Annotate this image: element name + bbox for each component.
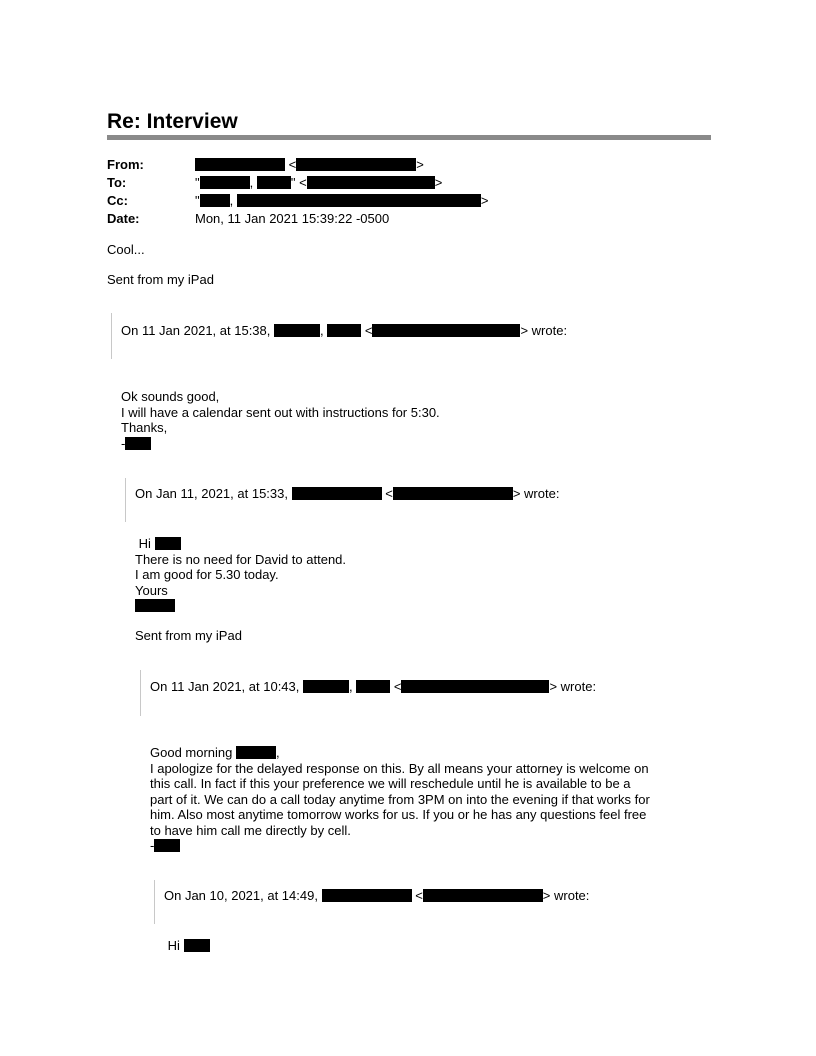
redaction-block	[393, 487, 513, 500]
body-greeting: Hi	[135, 536, 346, 552]
redaction-block	[307, 176, 435, 189]
redaction-block	[296, 158, 416, 171]
body-line: part of it. We can do a call today anytime from 3PM on into the evening if that works for	[150, 791, 650, 807]
redaction-block	[200, 176, 250, 189]
quote-bar	[140, 670, 141, 716]
quote-intro: On 11 Jan 2021, at 10:43, , < > wrote:	[150, 679, 597, 694]
redaction-block	[327, 324, 361, 337]
title-divider	[107, 135, 711, 140]
redaction-block	[372, 324, 520, 337]
redaction-block	[125, 437, 151, 450]
redaction-block	[356, 680, 390, 693]
redaction-block	[237, 194, 481, 207]
body-line: There is no need for David to attend.	[135, 551, 347, 567]
cc-value: " , >	[195, 193, 489, 208]
body-line: him. Also most anytime tomorrow works for us. If you or he has any questions feel free	[150, 807, 647, 822]
redaction-block	[303, 680, 349, 693]
to-label: To:	[107, 175, 127, 190]
redaction-block	[200, 194, 230, 207]
body-line-signature: -	[121, 436, 440, 452]
body-line-signature: -	[150, 838, 650, 854]
body-line: I apologize for the delayed response on this. By all means your attorney is welcome on	[150, 760, 649, 776]
quote-intro: On Jan 11, 2021, at 15:33, < > wrote:	[135, 486, 560, 501]
redaction-block	[236, 746, 276, 759]
redaction-block	[135, 599, 175, 612]
body-line: Yours	[135, 582, 168, 598]
quote-intro: On 11 Jan 2021, at 15:38, , < > wrote:	[121, 323, 568, 338]
redaction-block	[401, 680, 549, 693]
date-value: Mon, 11 Jan 2021 15:39:22 -0500	[195, 211, 390, 226]
quote-bar	[111, 313, 112, 359]
body-line: Ok sounds good,	[121, 389, 220, 404]
quote-body	[164, 938, 210, 954]
from-label: From:	[107, 157, 144, 172]
redaction-block	[257, 176, 291, 189]
body-line: to have him call me directly by cell.	[150, 822, 351, 838]
redaction-block	[423, 889, 543, 902]
redaction-block	[195, 158, 285, 171]
from-value: < >	[195, 157, 424, 172]
quote-body	[135, 536, 346, 614]
body-greeting: Good morning ,	[150, 745, 280, 760]
redaction-block	[322, 889, 412, 902]
quote-body	[121, 389, 440, 451]
body-line: Thanks,	[121, 420, 168, 435]
message-signoff: Sent from my iPad	[135, 628, 242, 643]
date-label: Date:	[107, 211, 140, 226]
email-subject-title: Re: Interview	[107, 110, 238, 133]
redaction-block	[155, 537, 181, 550]
to-value: " , " < >	[195, 175, 443, 190]
quote-bar	[125, 478, 126, 522]
cc-label: Cc:	[107, 193, 128, 208]
body-line: I will have a calendar sent out with instructions for 5:30.	[121, 404, 440, 420]
message-signoff: Sent from my iPad	[107, 272, 214, 287]
message-body-line: Cool...	[107, 242, 145, 257]
redaction-block	[292, 487, 382, 500]
redaction-block	[274, 324, 320, 337]
body-signature	[135, 598, 346, 614]
body-greeting: Hi	[164, 938, 210, 954]
quote-body	[150, 745, 650, 854]
redaction-block	[154, 839, 180, 852]
redaction-block	[184, 939, 210, 952]
body-line: I am good for 5.30 today.	[135, 567, 279, 582]
quote-intro: On Jan 10, 2021, at 14:49, < > wrote:	[164, 888, 590, 903]
body-line: this call. In fact if this your preference we will reschedule until he is available to be a	[150, 776, 631, 791]
quote-bar	[154, 880, 155, 924]
